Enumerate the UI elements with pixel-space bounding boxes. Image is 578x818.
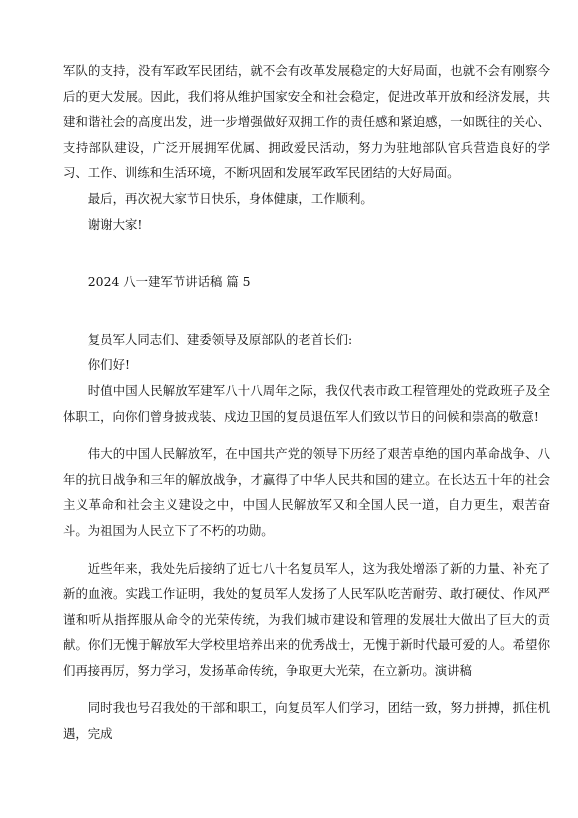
section-title: 2024 八一建军节讲话稿 篇 5 [87, 274, 251, 290]
paragraph-anniversary: 时值中国人民解放军建军八十八周年之际，我仅代表市政工程管理处的党政班子及全体职工，向你们曾身披戎装、戍边卫国的复员退伍军人们致以节日的问候和崇高的敬意! [63, 382, 550, 424]
paragraph-greeting: 你们好! [87, 357, 130, 373]
paragraph-closing-wishes: 最后，再次祝大家节日快乐，身体健康，工作顺利。 [87, 190, 373, 206]
paragraph-continued: 军队的支持，没有军政军民团结，就不会有改革发展稳定的大好局面，也就不会有刚察今后的更大发展。因此，我们将从维护国家安全和社会稳定，促进改革开放和经济发展，共建和谐社会的高度出发，进一步增强做好双拥工作的责任感和紧迫感，一如既往的关心、支持部队建设，广泛开展拥军优属、拥政爱民活动，努力为驻地部队官兵营造良好的学习、工作、训练和生活环境，不断巩固和发展军政军民团结的大好局面。 [63, 63, 550, 181]
paragraph-salutation: 复员军人同志们、建委领导及原部队的老首长们: [87, 331, 353, 347]
paragraph-call-to-action: 同时我也号召我处的干部和职工，向复员军人们学习，团结一致，努力拼搏，抓住机遇，完成 [63, 700, 550, 742]
paragraph-thanks: 谢谢大家! [87, 216, 143, 232]
paragraph-recent-years: 近些年来，我处先后接纳了近七八十名复员军人，这为我处增添了新的力量、补充了新的血液。实践工作证明，我处的复员军人发扬了人民军队吃苦耐劳、敢打硬仗、作风严谨和听从指挥服从命令的光荣传统，为我们城市建设和管理的发展壮大做出了巨大的贡献。你们无愧于解放军大学校里培养出来的优秀战士，无愧于新时代最可爱的人。希望你们再接再厉，努力学习，发扬革命传统，争取更大光荣，在立新功。演讲稿 [63, 560, 550, 678]
paragraph-history: 伟大的中国人民解放军，在中国共产党的领导下历经了艰苦卓绝的国内革命战争、八年的抗日战争和三年的解放战争，才赢得了中华人民共和国的建立。在长达五十年的社会主义革命和社会主义建设之中，中国人民解放军又和全国人民一道，自力更生，艰苦奋斗。为祖国为人民立下了不朽的功勋。 [63, 446, 550, 538]
